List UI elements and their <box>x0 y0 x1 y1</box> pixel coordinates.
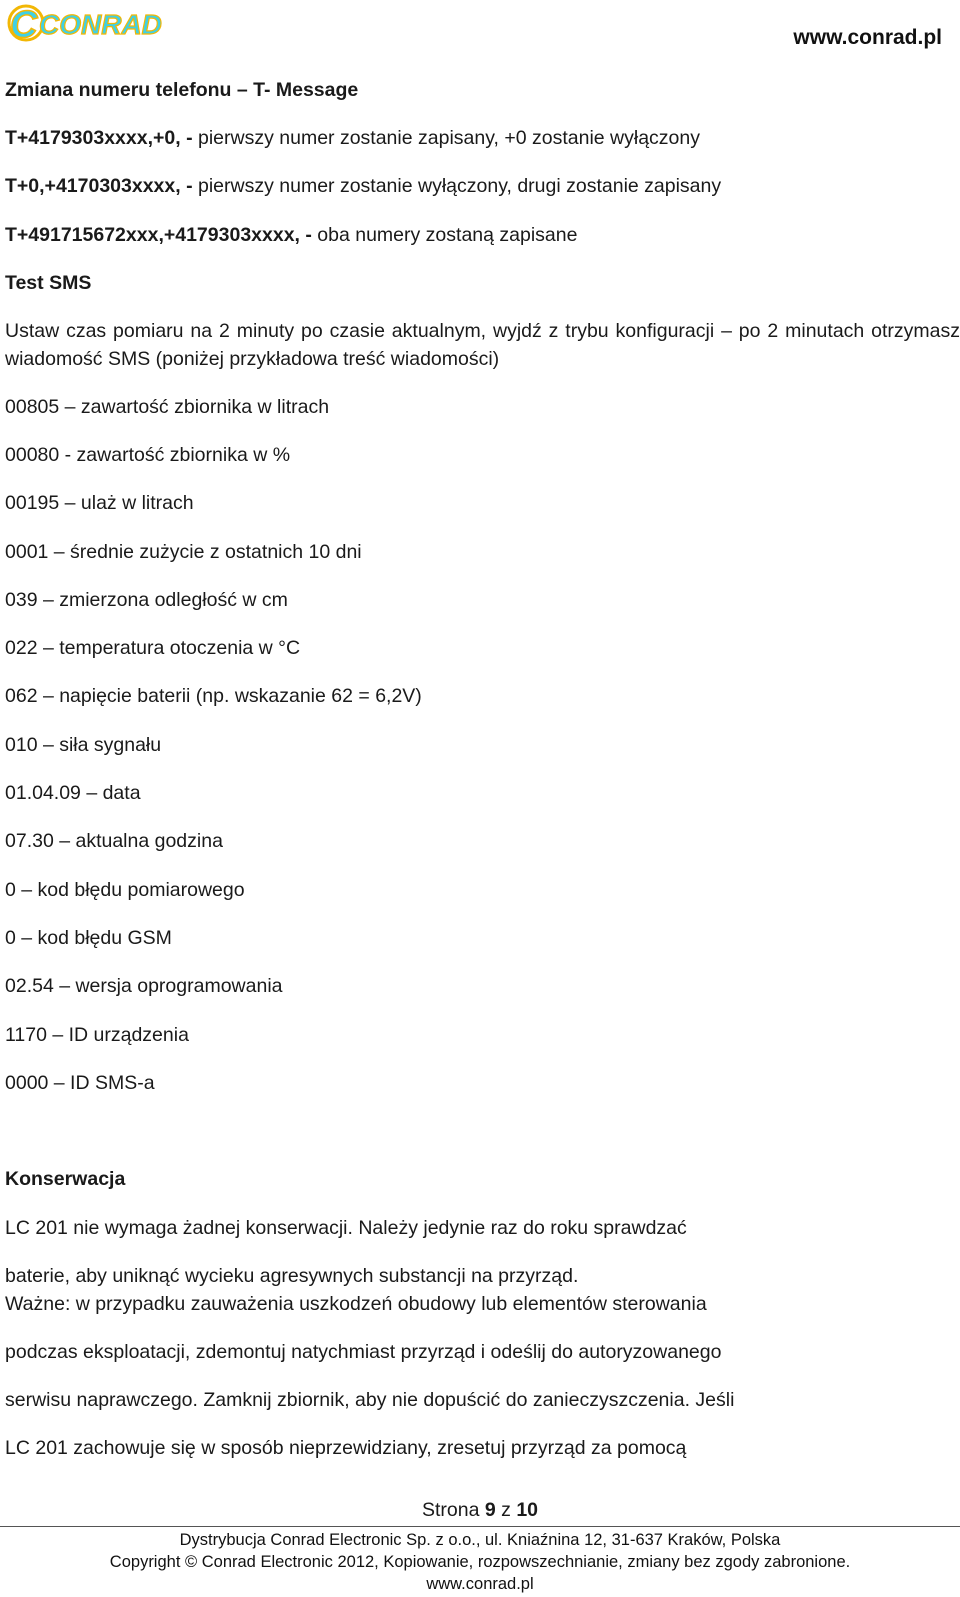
sms-item: 0000 – ID SMS-a <box>5 1072 155 1094</box>
example-code-3: T+491715672xxx,+4179303xxxx, - <box>5 224 312 246</box>
sms-item: 022 – temperatura otoczenia w °C <box>5 637 301 659</box>
test-sms-intro: Ustaw czas pomiaru na 2 minuty po czasie aktualnym, wyjdź z trybu konfiguracji – po 2 minutach otrzymasz wiadomość SMS (poniżej przykładowa treść wiadomości) <box>5 320 960 370</box>
footer-distribution: Dystrybucja Conrad Electronic Sp. z o.o., ul. Kniaźnina 12, 31-637 Kraków, Polska <box>179 1531 781 1549</box>
footer-copyright: Copyright © Conrad Electronic 2012, Kopiowanie, rozpowszechnianie, zmiany bez zgody zabronione. <box>109 1553 851 1571</box>
example-code-1: T+4179303xxxx,+0, - <box>5 127 193 149</box>
sms-item: 02.54 – wersja oprogramowania <box>5 975 283 997</box>
site-url[interactable]: www.conrad.pl <box>793 26 942 49</box>
maintenance-text-line: baterie, aby uniknąć wycieku agresywnych substancji na przyrząd. <box>5 1265 579 1287</box>
warning-text-line: LC 201 zachowuje się w sposób nieprzewidziany, zresetuj przyrząd za pomocą <box>5 1437 687 1459</box>
sms-item: 01.04.09 – data <box>5 782 141 804</box>
page-total: 10 <box>516 1499 539 1521</box>
warning-text-line: podczas eksploatacji, zdemontuj natychmiast przyrząd i odeślij do autoryzowanego <box>5 1341 722 1363</box>
sms-item: 00805 – zawartość zbiornika w litrach <box>5 396 330 418</box>
example-code-2: T+0,+4170303xxxx, - <box>5 175 193 197</box>
footer-url[interactable]: www.conrad.pl <box>426 1575 534 1593</box>
svg-text:C: C <box>10 4 38 44</box>
heading-change-number: Zmiana numeru telefonu – T- Message <box>5 79 359 101</box>
example-text-2: pierwszy numer zostanie wyłączony, drugi zostanie zapisany <box>192 175 722 197</box>
example-line-1 <box>5 126 700 150</box>
example-line-2 <box>5 174 721 198</box>
sms-item: 00080 - zawartość zbiornika w % <box>5 444 291 466</box>
sms-item: 010 – siła sygnału <box>5 734 162 756</box>
heading-test-sms: Test SMS <box>5 272 92 294</box>
page-separator: z <box>501 1499 511 1521</box>
sms-item: 0 – kod błędu GSM <box>5 927 172 949</box>
sms-item: 07.30 – aktualna godzina <box>5 830 223 852</box>
example-line-3 <box>5 223 577 247</box>
sms-item: 00195 – ulaż w litrach <box>5 492 194 514</box>
warning-text-line: serwisu naprawczego. Zamknij zbiornik, aby nie dopuścić do zanieczyszczenia. Jeśli <box>5 1389 735 1411</box>
footer-divider <box>0 1526 960 1527</box>
page-label: Strona <box>421 1499 480 1521</box>
sms-item: 0001 – średnie zużycie z ostatnich 10 dni <box>5 541 362 563</box>
page-number <box>0 1499 960 1522</box>
sms-item: 039 – zmierzona odległość w cm <box>5 589 288 611</box>
sms-item: 0 – kod błędu pomiarowego <box>5 879 245 901</box>
conrad-logo-text: CONRAD <box>39 9 162 40</box>
example-text-3: oba numery zostaną zapisane <box>311 224 578 246</box>
sms-item: 1170 – ID urządzenia <box>5 1024 189 1046</box>
maintenance-text-line: LC 201 nie wymaga żadnej konserwacji. Należy jedynie raz do roku sprawdzać <box>5 1217 687 1239</box>
conrad-logo <box>6 2 166 44</box>
sms-item: 062 – napięcie baterii (np. wskazanie 62 = 6,2V) <box>5 685 422 707</box>
page-current: 9 <box>484 1499 496 1521</box>
example-text-1: pierwszy numer zostanie zapisany, +0 zostanie wyłączony <box>192 127 700 149</box>
heading-maintenance: Konserwacja <box>5 1168 126 1190</box>
warning-text-line: Ważne: w przypadku zauważenia uszkodzeń obudowy lub elementów sterowania <box>5 1293 707 1315</box>
